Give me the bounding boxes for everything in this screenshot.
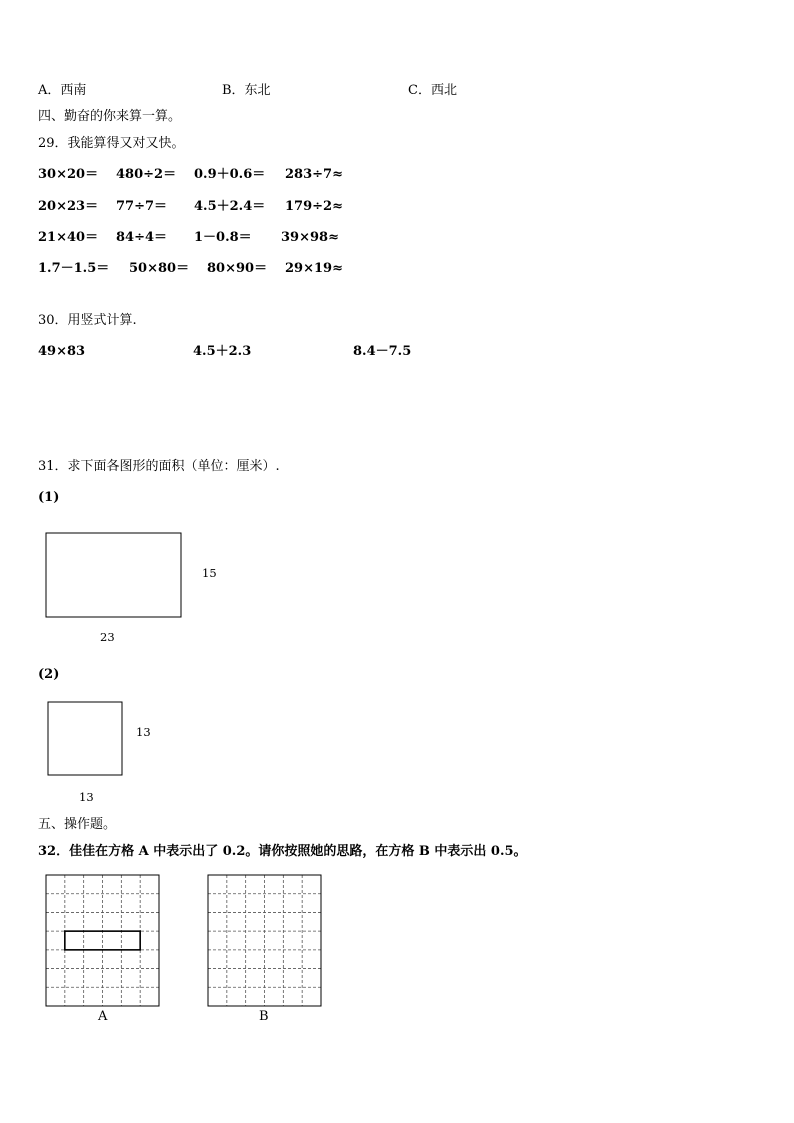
grid-b-label: B bbox=[259, 1009, 269, 1024]
q29-expr: 50×80＝ bbox=[129, 261, 190, 276]
grid-b[interactable] bbox=[208, 875, 321, 1006]
q29-expr: 4.5＋2.4＝ bbox=[194, 199, 266, 214]
q30-item: 4.5＋2.3 bbox=[193, 344, 252, 359]
q29-expr: 39×98≈ bbox=[281, 230, 339, 245]
q30-item: 49×83 bbox=[38, 344, 86, 359]
rectangle-figure bbox=[46, 533, 181, 617]
q29-expr: 30×20＝ bbox=[38, 167, 99, 182]
q31-fig2-width-label: 13 bbox=[79, 790, 94, 804]
q29-expr: 1－0.8＝ bbox=[194, 230, 252, 245]
q29-expr: 20×23＝ bbox=[38, 199, 99, 214]
section-4-title: 四、勤奋的你来算一算。 bbox=[38, 109, 182, 124]
q31-fig1-height-label: 15 bbox=[202, 566, 217, 580]
q29-expr: 77÷7＝ bbox=[116, 199, 168, 214]
q31-fig1-width-label: 23 bbox=[100, 630, 115, 644]
q29-expr: 21×40＝ bbox=[38, 230, 99, 245]
q29-expr: 179÷2≈ bbox=[285, 199, 343, 214]
section-5-title: 五、操作题。 bbox=[38, 817, 117, 832]
grid-a bbox=[46, 875, 159, 1006]
q30-title: 30．用竖式计算. bbox=[38, 313, 137, 328]
q29-expr: 480÷2＝ bbox=[116, 167, 177, 182]
square-figure bbox=[48, 702, 122, 775]
option-c: C．西北 bbox=[408, 83, 457, 98]
q31-title: 31．求下面各图形的面积（单位：厘米）. bbox=[38, 459, 280, 474]
q31-fig1-label: (1) bbox=[38, 490, 60, 505]
option-a: A．西南 bbox=[38, 83, 87, 98]
q29-title: 29．我能算得又对又快。 bbox=[38, 136, 185, 151]
q29-expr: 0.9＋0.6＝ bbox=[194, 167, 266, 182]
q29-expr: 84÷4＝ bbox=[116, 230, 168, 245]
q30-item: 8.4－7.5 bbox=[353, 344, 412, 359]
q31-fig2-height-label: 13 bbox=[136, 725, 151, 739]
q31-fig2-label: (2) bbox=[38, 667, 60, 682]
grid-a-label: A bbox=[98, 1009, 108, 1024]
q29-expr: 283÷7≈ bbox=[285, 167, 343, 182]
q32-title: 32．佳佳在方格 A 中表示出了 0.2。请你按照她的思路，在方格 B 中表示出 0.5。 bbox=[38, 844, 527, 859]
q29-expr: 29×19≈ bbox=[285, 261, 343, 276]
option-b: B．东北 bbox=[222, 83, 271, 98]
q29-expr: 80×90＝ bbox=[207, 261, 268, 276]
q29-expr: 1.7－1.5＝ bbox=[38, 261, 110, 276]
